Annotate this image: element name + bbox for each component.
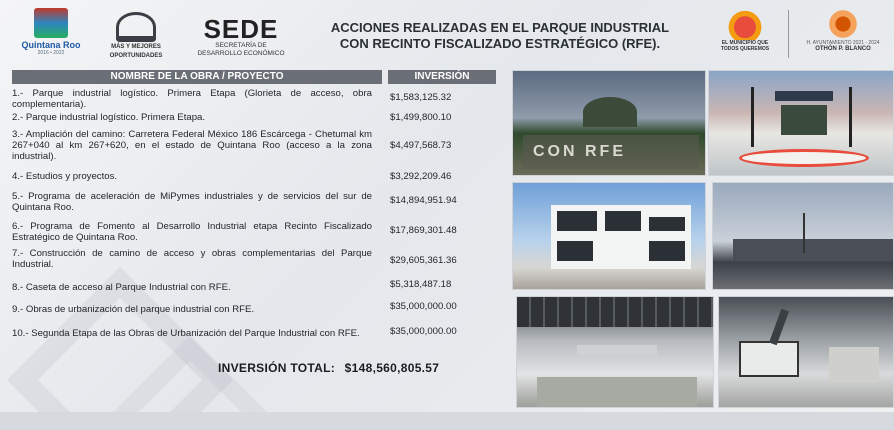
building-window — [557, 211, 597, 231]
row-amount: $35,000,000.00 — [390, 301, 457, 312]
column-header-project: NOMBRE DE LA OBRA / PROYECTO — [12, 70, 382, 84]
row-amount: $35,000,000.00 — [390, 326, 457, 337]
sede-acronym: SEDE — [203, 14, 279, 44]
row-description: 10.- Segunda Etapa de las Obras de Urbanización del Parque Industrial con RFE. — [12, 328, 360, 339]
row-amount: $1,583,125.32 — [390, 92, 452, 103]
back-wall — [577, 345, 657, 355]
logo-divider — [788, 10, 789, 58]
othon-logo-line1: H. AYUNTAMIENTO 2021 - 2024 — [806, 40, 880, 46]
row-amount: $17,869,301.48 — [390, 225, 457, 236]
total-investment — [218, 361, 439, 375]
photo-construction-truck — [718, 296, 894, 408]
sign-lettering: CON RFE — [533, 143, 626, 160]
state-emblem-icon — [34, 8, 68, 38]
qroo-logo-text: Quintana Roo — [21, 40, 81, 50]
sede-line2: DESARROLLO ECONÓMICO — [197, 50, 285, 57]
row-amount: $29,605,361.36 — [390, 255, 457, 266]
investment-table — [12, 70, 496, 339]
lamp-post — [803, 213, 805, 253]
sede-logo — [185, 16, 297, 58]
row-description: 5.- Programa de aceleración de MiPymes industriales y de servicios del sur de Quintana Roo. — [12, 191, 372, 213]
row-description: 2.- Parque industrial logístico. Primera Etapa. — [12, 112, 206, 123]
row-amount: $3,292,209.46 — [390, 171, 452, 182]
truck-cab — [739, 341, 799, 377]
title-line2: CON RECINTO FISCALIZADO ESTRATÉGICO (RFE). — [339, 36, 661, 51]
page-title — [310, 20, 690, 52]
spiral-emblem-icon — [824, 8, 862, 40]
row-amount: $4,497,568.73 — [390, 140, 452, 151]
photo-warehouse-exterior — [712, 182, 894, 290]
gate-booth — [781, 105, 827, 135]
row-description: 7.- Construcción de camino de acceso y obras complementarias del Parque Industrial. — [12, 248, 372, 270]
sede-line1: SECRETARÍA DE — [215, 42, 267, 49]
photo-con-rfe-sign — [512, 70, 706, 176]
total-label: INVERSIÓN TOTAL: — [218, 361, 336, 375]
tree-logo-line1: MÁS Y MEJORES — [111, 44, 161, 50]
gate-sign-board — [775, 91, 833, 101]
row-description: 6.- Programa de Fomento al Desarrollo Industrial etapa Recinto Fiscalizado Estratégico de Quintana Roo. — [12, 221, 372, 243]
row-amount: $1,499,800.10 — [390, 112, 452, 123]
row-description: 8.- Caseta de acceso al Parque Industrial con RFE. — [12, 282, 231, 293]
photo-warehouse-interior — [516, 296, 714, 408]
building-window — [605, 211, 641, 231]
mas-y-mejores-logo — [100, 12, 172, 62]
photo-access-gate — [708, 70, 894, 176]
total-amount: $148,560,805.57 — [344, 361, 440, 375]
building-window — [649, 241, 685, 261]
roundabout — [739, 149, 869, 167]
sculpture-shape — [583, 97, 637, 127]
crane-arm — [769, 309, 789, 346]
row-amount: $5,318,487.18 — [390, 279, 452, 290]
row-description: 9.- Obras de urbanización del parque industrial con RFE. — [12, 304, 255, 315]
lamp-post — [849, 87, 852, 147]
machinery — [829, 347, 879, 383]
row-description: 4.- Estudios y proyectos. — [12, 171, 118, 182]
quintana-roo-logo — [6, 8, 96, 64]
row-description: 3.- Ampliación del camino: Carretera Federal México 186 Escárcega - Chetumal km 267+040 al km 267+620, en el estado de Quintana Roo (acceso a la zona industrial). — [12, 129, 372, 162]
warehouse-roofline — [733, 239, 894, 261]
sun-emblem-icon — [726, 8, 764, 40]
banner-bottom-edge — [0, 412, 894, 430]
title-line1: ACCIONES REALIZADAS EN EL PARQUE INDUSTRIAL — [330, 20, 670, 35]
chetumal-municipio-logo — [710, 8, 780, 60]
chetumal-logo-line1: EL MUNICIPIO QUE — [721, 40, 769, 46]
tree-icon — [116, 12, 156, 42]
building-window — [649, 217, 685, 231]
building-window — [557, 241, 593, 261]
lamp-post — [751, 87, 754, 147]
roof-trusses — [517, 297, 714, 327]
concrete-floor — [537, 377, 697, 407]
chetumal-logo-line2: TODOS QUEREMOS — [720, 46, 770, 52]
table-header — [12, 70, 496, 84]
row-description: 1.- Parque industrial logístico. Primera Etapa (Glorieta de acceso, obra complementaria). — [12, 88, 372, 110]
row-amount: $14,894,951.94 — [390, 195, 457, 206]
photo-admin-building — [512, 182, 706, 290]
othon-p-blanco-logo — [796, 8, 890, 60]
qroo-logo-years: 2016 • 2022 — [37, 50, 65, 56]
column-header-investment: INVERSIÓN — [388, 70, 496, 84]
tree-logo-line2: OPORTUNIDADES — [109, 53, 163, 59]
othon-logo-line2: OTHÓN P. BLANCO — [815, 46, 871, 52]
